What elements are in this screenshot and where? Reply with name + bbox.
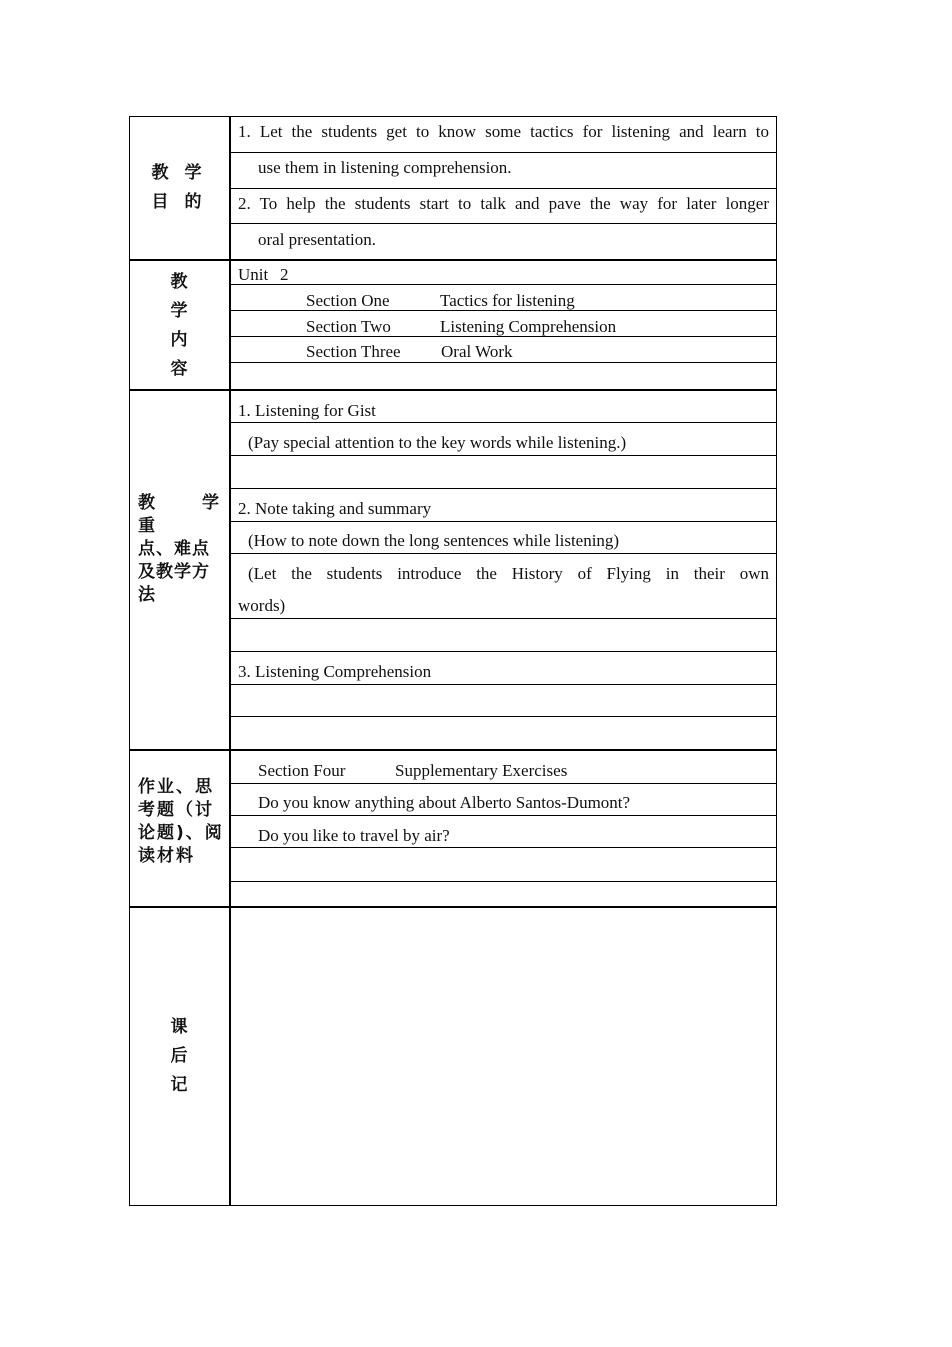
homework-section-name: Section Four [258, 761, 346, 780]
row-divider [230, 847, 777, 848]
row-divider [230, 618, 777, 619]
section-divider [129, 259, 777, 261]
row-divider [230, 488, 777, 489]
objective-line-1: 1. Let the students get to know some tactics for listening and learn to [238, 122, 769, 141]
homework-question-1: Do you know anything about Alberto Santos-Dumont? [258, 793, 631, 812]
methods-label [129, 492, 229, 605]
row-divider [230, 455, 777, 456]
content-label [129, 262, 229, 389]
row-divider [230, 188, 777, 189]
point-2-task-line2: words) [238, 596, 286, 615]
homework-label-line: 读材料 [138, 846, 195, 866]
section-divider [129, 389, 777, 391]
homework-label [129, 776, 229, 896]
homework-label-line: 考题（讨 [138, 800, 214, 820]
objectives-label [129, 116, 229, 259]
point-3: 3. Listening Comprehension [238, 662, 432, 681]
objectives-label-line1: 教 学 [151, 162, 207, 183]
notes-label [129, 906, 229, 1206]
content-label-char: 学 [170, 300, 188, 321]
notes-area [230, 908, 775, 1204]
row-divider [230, 815, 777, 816]
row-divider [230, 716, 777, 717]
notes-label-char: 课 [170, 1016, 188, 1037]
row-divider [230, 521, 777, 522]
row-divider [230, 152, 777, 153]
point-1: 1. Listening for Gist [238, 401, 376, 420]
content-label-char: 教 [170, 271, 188, 292]
row-divider [230, 553, 777, 554]
row-divider [230, 783, 777, 784]
section-title: Tactics for listening [440, 291, 575, 310]
section-row [230, 318, 777, 335]
row-divider [230, 336, 777, 337]
row-divider [230, 310, 777, 311]
section-row [230, 343, 777, 360]
point-2-note: (How to note down the long sentences while listening) [248, 531, 620, 550]
section-name: Section Three [306, 342, 401, 361]
content-label-char: 内 [170, 329, 188, 350]
row-divider [230, 684, 777, 685]
row-divider [230, 422, 777, 423]
section-name: Section Two [306, 317, 391, 336]
section-name: Section One [306, 291, 390, 310]
section-title: Listening Comprehension [440, 317, 617, 336]
unit-number: 2 [280, 265, 289, 284]
row-divider [230, 284, 777, 285]
notes-label-char: 记 [170, 1074, 188, 1095]
homework-section [230, 762, 777, 779]
objectives-label-line2: 目 的 [151, 191, 207, 212]
objective-line-3: 2. To help the students start to talk and pave the way for later longer [238, 194, 769, 213]
lesson-plan-table [129, 116, 777, 1206]
methods-label-line: 点、难点 [138, 539, 210, 559]
row-divider [230, 362, 777, 363]
point-2: 2. Note taking and summary [238, 499, 432, 518]
point-2-task-line1: (Let the students introduce the History of Flying in their own [248, 564, 769, 583]
homework-question-2: Do you like to travel by air? [258, 826, 450, 845]
unit-heading [230, 266, 777, 283]
objective-line-2: use them in listening comprehension. [258, 158, 512, 177]
objective-line-4: oral presentation. [258, 230, 377, 249]
unit-label: Unit [238, 265, 269, 284]
section-title: Oral Work [441, 342, 513, 361]
homework-label-line: 作业、思 [138, 777, 214, 797]
row-divider [230, 223, 777, 224]
content-label-char: 容 [170, 358, 188, 379]
homework-section-title: Supplementary Exercises [395, 761, 568, 780]
row-divider [230, 881, 777, 882]
methods-label-line: 及教学方 [138, 562, 210, 582]
notes-label-char: 后 [170, 1045, 188, 1066]
row-divider [230, 651, 777, 652]
methods-label-line: 法 [138, 585, 156, 605]
section-divider [129, 749, 777, 751]
homework-label-line: 论题)、阅 [138, 823, 224, 843]
section-row [230, 292, 777, 309]
point-1-note: (Pay special attention to the key words while listening.) [248, 433, 627, 452]
methods-label-line: 教 学 重 [138, 493, 224, 536]
